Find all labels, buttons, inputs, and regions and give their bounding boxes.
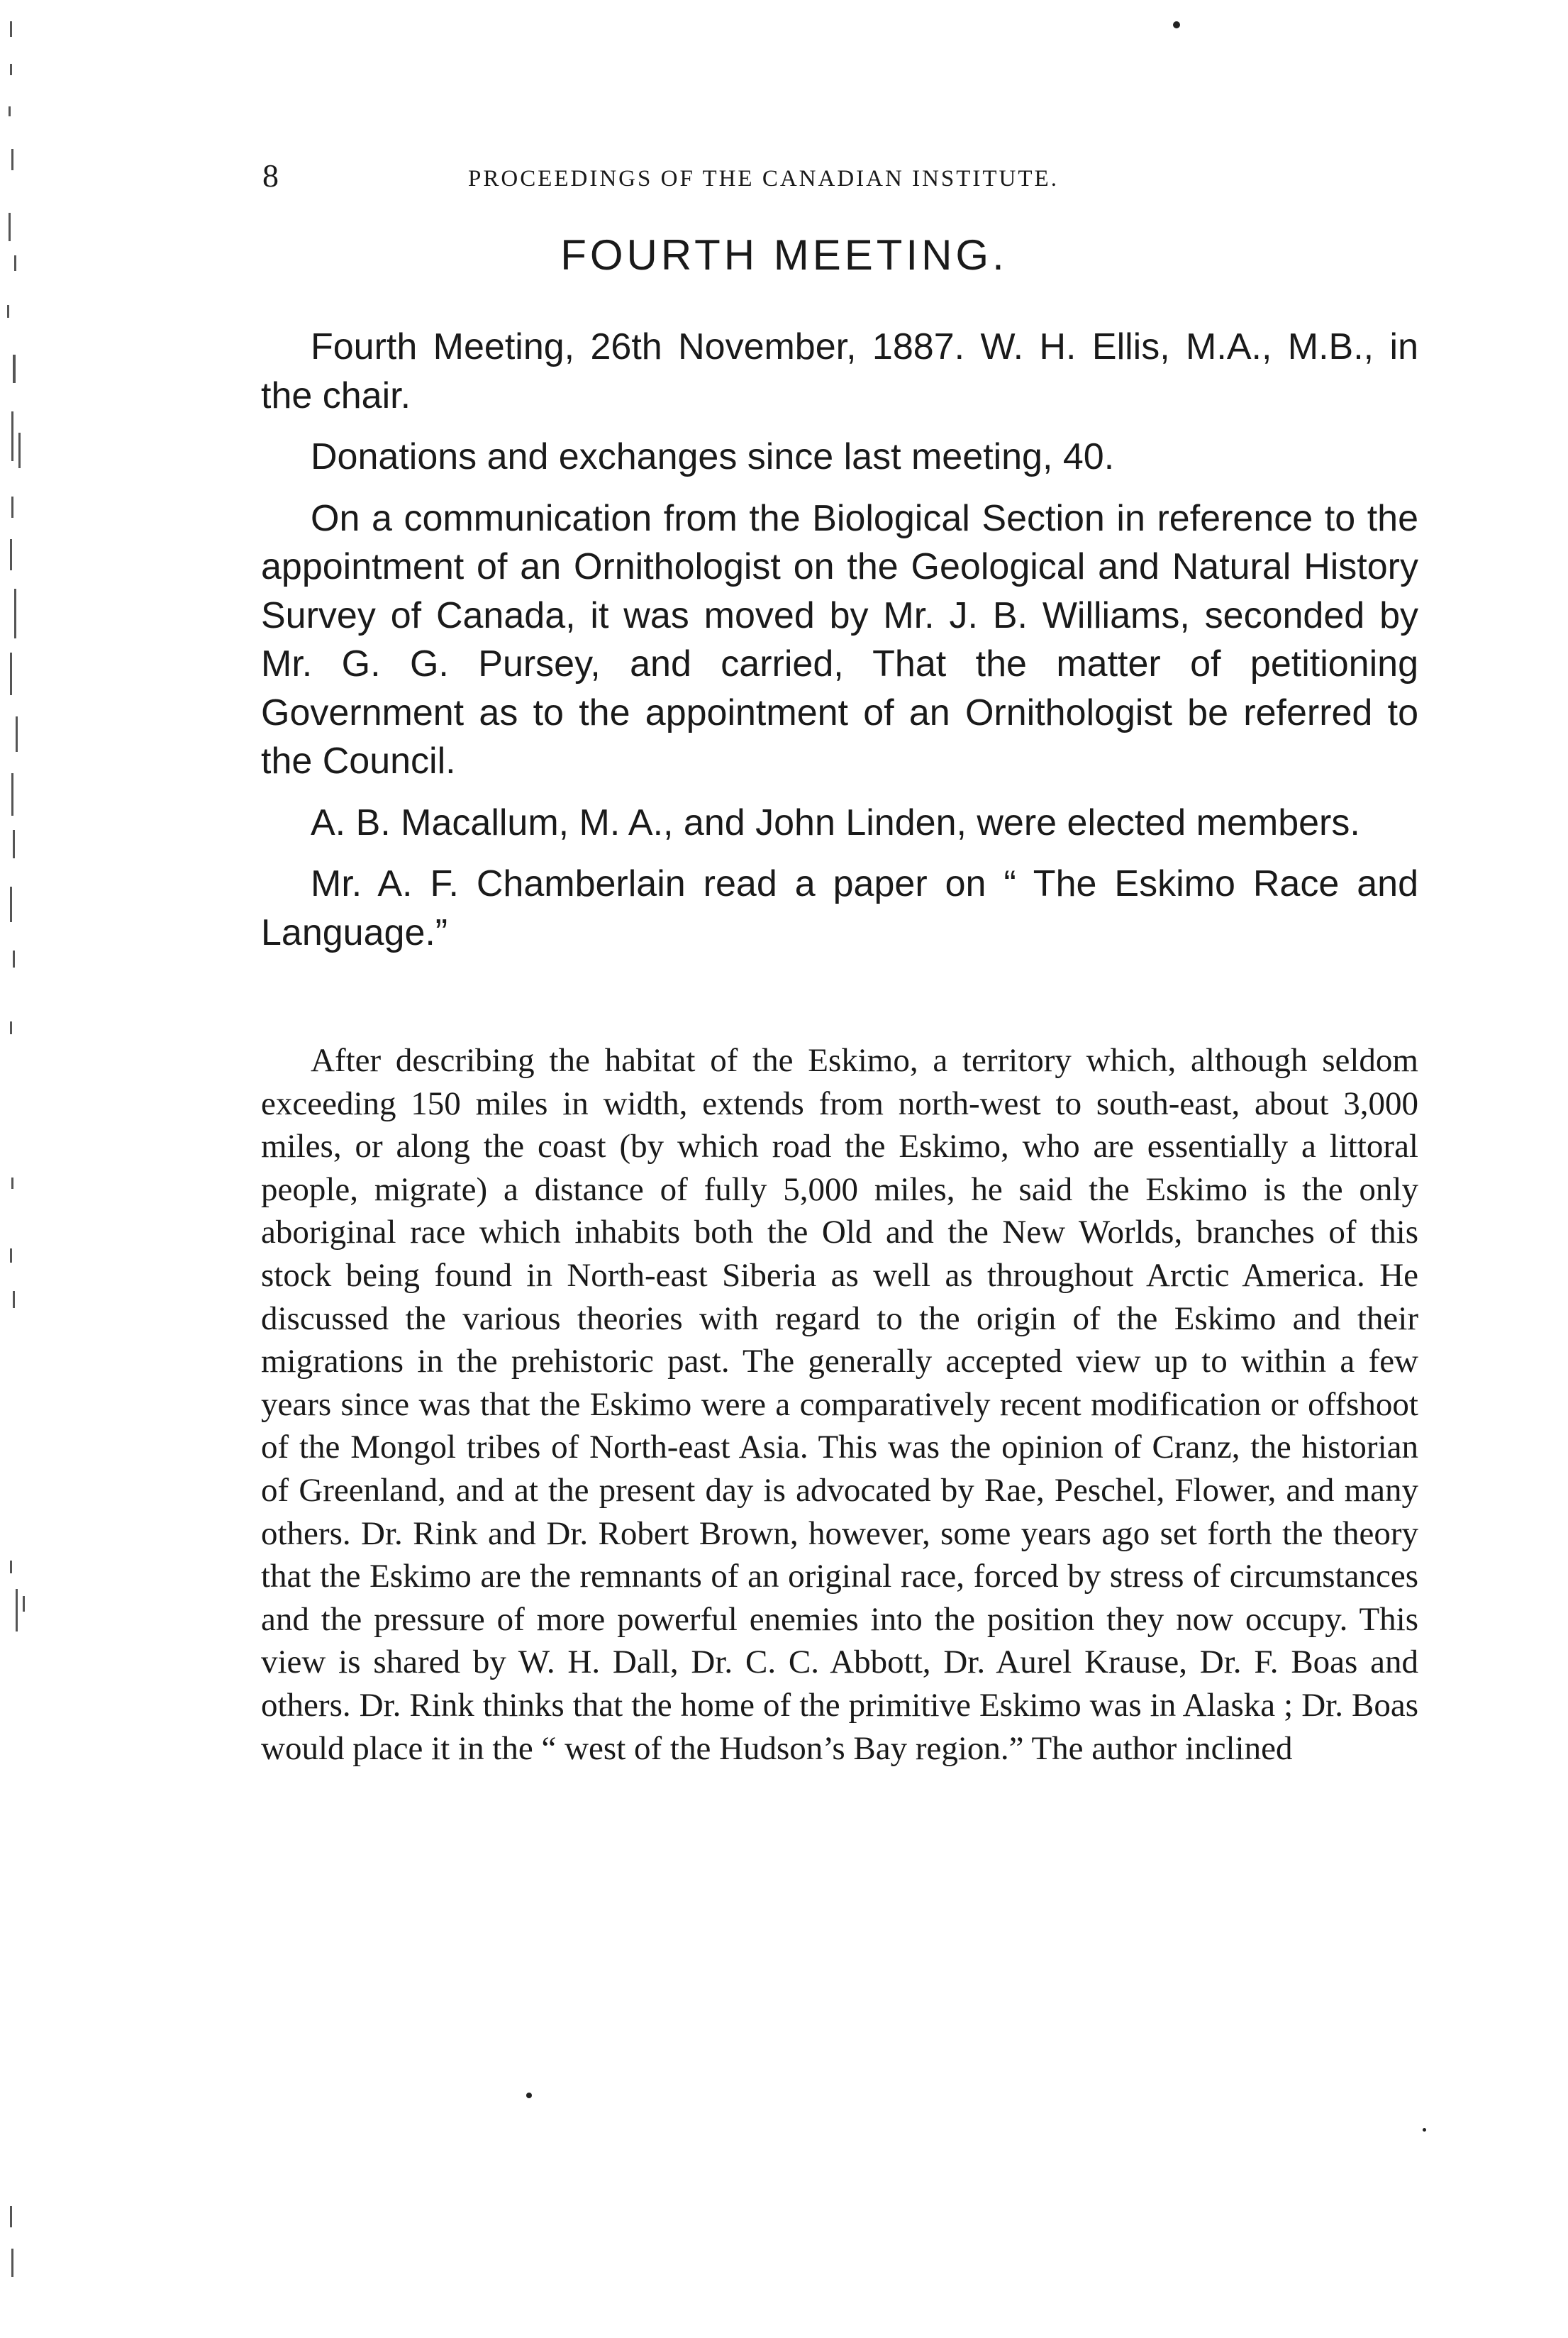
paragraph: Fourth Meeting, 26th November, 1887. W. H. Ellis, M.A., M.B., in the chair. — [261, 326, 1418, 416]
scan-edge-mark — [10, 653, 12, 695]
scan-edge-mark — [11, 497, 13, 518]
paragraph: A. B. Macallum, M. A., and John Linden, were elected members. — [311, 802, 1360, 843]
scan-edge-mark — [7, 305, 9, 318]
scan-edge-mark — [10, 1561, 12, 1573]
scan-edge-mark — [23, 1596, 25, 1612]
scan-edge-mark — [14, 589, 16, 638]
running-head: PROCEEDINGS OF THE CANADIAN INSTITUTE. — [468, 166, 1059, 192]
scan-edge-mark — [10, 539, 12, 570]
scan-edge-mark — [11, 149, 13, 170]
scan-edge-mark — [10, 1248, 12, 1263]
section-title: FOURTH MEETING. — [560, 231, 1008, 279]
scan-edge-mark — [16, 716, 18, 752]
paragraph: Donations and exchanges since last meeting, 40. — [311, 436, 1115, 477]
scan-edge-mark — [11, 773, 13, 816]
page-header — [262, 155, 1206, 197]
ink-dot — [1173, 21, 1180, 28]
scan-edge-mark — [10, 1021, 12, 1034]
scan-edge-mark — [18, 433, 21, 468]
minutes-text — [261, 323, 1418, 970]
paper-abstract — [261, 1039, 1418, 1770]
scan-edge-mark — [16, 1589, 18, 1631]
scan-edge-mark — [9, 106, 11, 116]
paragraph: On a communication from the Biological Section in reference to the appointment of an Ornithologist on the Geological and Natural History Survey of Canada, it was moved by Mr. J. B. Williams, seconded by Mr. G. G. Pursey, and carried, That the matter of petitioning Government as to the appointment of an Ornithologist be referred to the Council. — [261, 497, 1418, 782]
page-number: 8 — [262, 157, 279, 194]
scan-edge-mark — [11, 1178, 13, 1189]
scan-edge-mark — [13, 830, 15, 858]
scan-edge-mark — [11, 411, 13, 461]
ink-dot — [526, 2093, 532, 2098]
scan-edge-mark — [10, 21, 12, 37]
scan-edge-mark — [10, 2206, 12, 2227]
paragraph: After describing the habitat of the Eskimo, a territory which, although seldom exceeding 150 miles in width, extends from north-west to south-east, about 3,000 miles, or along the coast (by which road the Eskimo, who are essentially a littoral people, migrate) a distance of fully 5,000 miles, he said the Eskimo is the only aboriginal race which inhabits both the Old and the New Worlds, branches of this stock being found in North-east Siberia as well as throughout Arctic America. He discussed the various theories with regard to the origin of the Eskimo and their migrations in the prehistoric past. The generally accepted view up to within a few years since was that the Eskimo were a comparatively recent modification or offshoot of the Mongol tribes of North-east Asia. This was the opinion of Cranz, the historian of Greenland, and at the present day is advocated by Rae, Peschel, Flower, and many others. Dr. Rink and Dr. Robert Brown, however, some years ago set forth the theory that the Eskimo are the remnants of an original race, forced by stress of circumstances and the pressure of more powerful enemies into the position they now occupy. This view is shared by W. H. Dall, Dr. C. C. Abbott, Dr. Aurel Krause, Dr. F. Boas and others. Dr. Rink thinks that the home of the primitive Eskimo was in Alaska ; Dr. Boas would place it in the “ west of the Hudson’s Bay region.” The author inclined — [261, 1042, 1418, 1767]
ink-dot — [1423, 2128, 1426, 2132]
scan-edge-mark — [11, 2249, 13, 2277]
scan-edge-mark — [10, 887, 12, 922]
scan-edge-mark — [13, 951, 15, 968]
scan-edge-mark — [13, 1291, 15, 1308]
scan-edge-mark — [10, 64, 12, 75]
paragraph: Mr. A. F. Chamberlain read a paper on “ The Eskimo Race and Language.” — [261, 863, 1418, 953]
scan-edge-mark — [13, 355, 16, 383]
